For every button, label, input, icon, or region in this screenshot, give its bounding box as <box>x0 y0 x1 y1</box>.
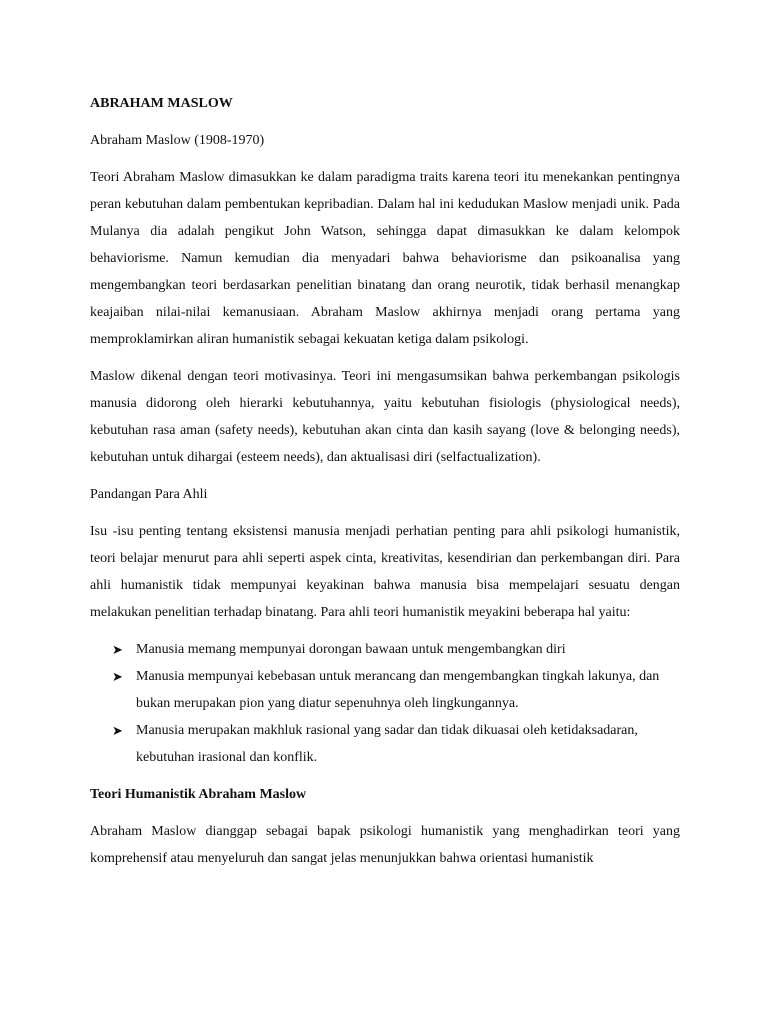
list-item-text: Manusia mempunyai kebebasan untuk merancang dan mengembangkan tingkah lakunya, dan bukan merupakan pion yang diatur sepenuhnya oleh lingkungannya. <box>136 669 660 711</box>
list-item <box>90 717 680 771</box>
section-heading: Teori Humanistik Abraham Maslow <box>90 787 307 802</box>
list-item <box>90 636 680 663</box>
arrow-bullet-icon: ➤ <box>112 723 123 738</box>
list-item-text: Manusia merupakan makhluk rasional yang sadar dan tidak dikuasai oleh ketidaksadaran, kebutuhan irasional dan konflik. <box>136 723 638 765</box>
document-subtitle: Abraham Maslow (1908-1970) <box>90 133 265 148</box>
arrow-bullet-icon: ➤ <box>112 642 123 657</box>
list-item <box>90 663 680 717</box>
bullet-list <box>90 636 680 771</box>
section-label: Pandangan Para Ahli <box>90 487 208 502</box>
paragraph-experts: Isu -isu penting tentang eksistensi manusia menjadi perhatian penting para ahli psikologi humanistik, teori belajar menurut para ahli seperti aspek cinta, kreativitas, kesendirian dan perkembangan diri. Para ahli humanistik tidak mempunyai keyakinan bahwa manusia bisa mempelajari sesuatu dengan melakukan penelitian terhadap binatang. Para ahli teori humanistik meyakini beberapa hal yaitu: <box>90 524 680 620</box>
list-item-text: Manusia memang mempunyai dorongan bawaan untuk mengembangkan diri <box>136 642 566 657</box>
paragraph-intro: Teori Abraham Maslow dimasukkan ke dalam paradigma traits karena teori itu menekankan pentingnya peran kebutuhan dalam pembentukan kepribadian. Dalam hal ini kedudukan Maslow menjadi unik. Pada Mulanya dia adalah pengikut John Watson, sehingga dapat dimasukkan ke dalam kelompok behaviorisme. Namun kemudian dia menyadari bahwa behaviorisme dan psikoanalisa yang mengembangkan teori berdasarkan penelitian binatang dan orang neurotik, tidak berhasil menangkap keajaiban nilai-nilai kemanusiaan. Abraham Maslow akhirnya menjadi orang pertama yang memproklamirkan aliran humanistik sebagai kekuatan ketiga dalam psikologi. <box>90 170 680 347</box>
paragraph-motivation: Maslow dikenal dengan teori motivasinya. Teori ini mengasumsikan bahwa perkembangan psikologis manusia didorong oleh hierarki kebutuhannya, yaitu kebutuhan fisiologis (physiological needs), kebutuhan rasa aman (safety needs), kebutuhan akan cinta dan kasih sayang (love & belonging needs), kebutuhan untuk dihargai (esteem needs), dan aktualisasi diri (selfactualization). <box>90 369 680 465</box>
document-title: ABRAHAM MASLOW <box>90 96 233 111</box>
document-page <box>90 80 680 882</box>
paragraph-theory: Abraham Maslow dianggap sebagai bapak psikologi humanistik yang menghadirkan teori yang komprehensif atau menyeluruh dan sangat jelas menunjukkan bahwa orientasi humanistik <box>90 824 680 866</box>
arrow-bullet-icon: ➤ <box>112 669 123 684</box>
